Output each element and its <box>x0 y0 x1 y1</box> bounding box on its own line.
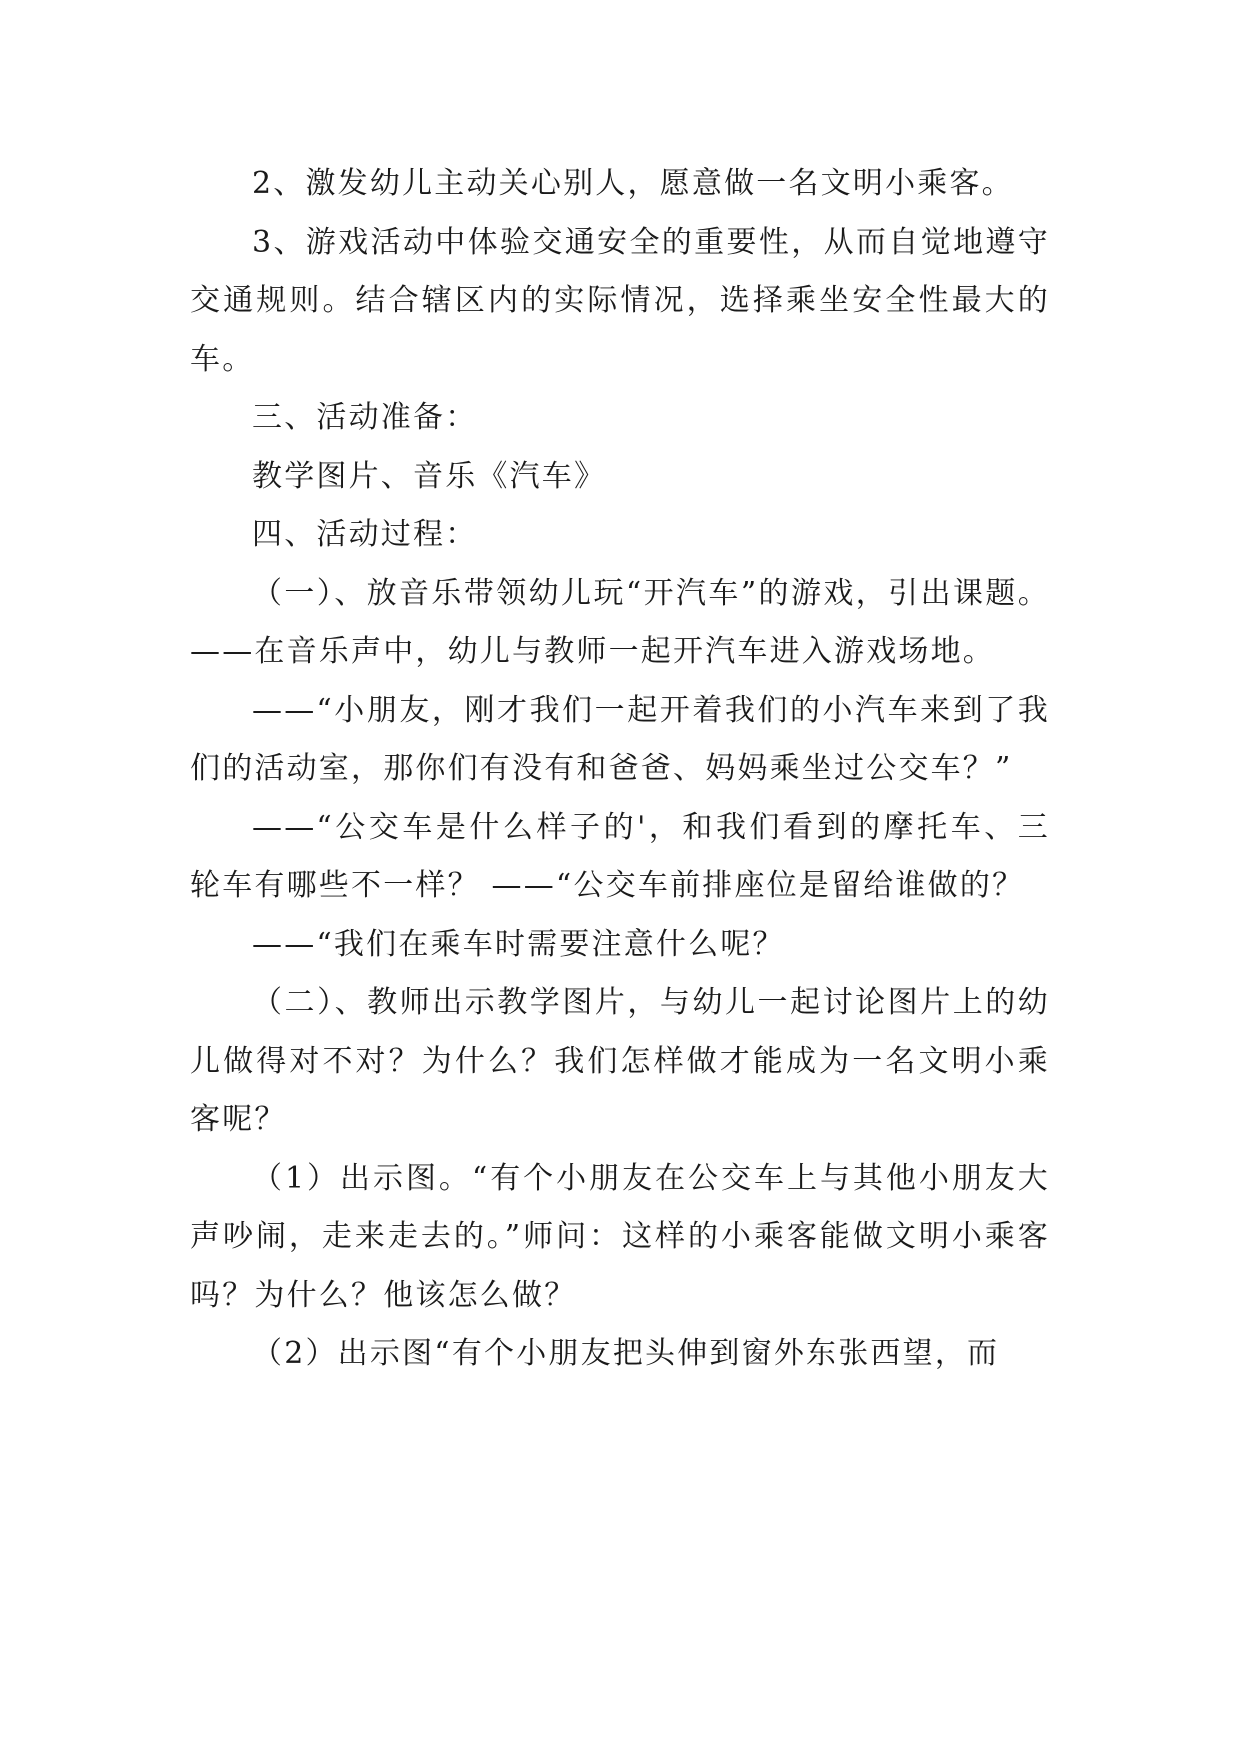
document-page <box>190 155 1050 1384</box>
paragraph-dialogue-3: ——“我们在乘车时需要注意什么呢？ <box>252 926 785 962</box>
paragraph-picture-1: （1）出示图。“有个小朋友在公交车上与其他小朋友大声吵闹，走来走去的。”师问：这样的小乘客能做文明小乘客吗？为什么？他该怎么做？ <box>190 1160 1050 1313</box>
paragraph-step-2: （二）、教师出示教学图片，与幼儿一起讨论图片上的幼儿做得对不对？为什么？我们怎样做才能成为一名文明小乘客呢？ <box>190 985 1050 1137</box>
paragraph-goal-2: 2、激发幼儿主动关心别人，愿意做一名文明小乘客。 <box>252 166 1014 201</box>
paragraph-picture-2: （2）出示图“有个小朋友把头伸到窗外东张西望，而 <box>252 1336 1000 1371</box>
paragraph-step-1: （一）、放音乐带领幼儿玩“开汽车”的游戏，引出课题。 ——在音乐声中，幼儿与教师一起开汽车进入游戏场地。 <box>190 575 1050 669</box>
section-heading-process: 四、活动过程： <box>252 517 478 552</box>
paragraph-dialogue-2: ——“公交车是什么样子的'，和我们看到的摩托车、三轮车有哪些不一样？ ——“公交车前排座位是留给谁做的？ <box>190 809 1050 903</box>
paragraph-materials: 教学图片、音乐《汽车》 <box>252 458 607 494</box>
section-heading-preparation: 三、活动准备： <box>252 400 478 435</box>
paragraph-goal-3: 3、游戏活动中体验交通安全的重要性，从而自觉地遵守交通规则。结合辖区内的实际情况，选择乘坐安全性最大的车。 <box>190 224 1050 377</box>
paragraph-dialogue-1: ——“小朋友，刚才我们一起开着我们的小汽车来到了我们的活动室，那你们有没有和爸爸、妈妈乘坐过公交车？” <box>190 692 1050 786</box>
